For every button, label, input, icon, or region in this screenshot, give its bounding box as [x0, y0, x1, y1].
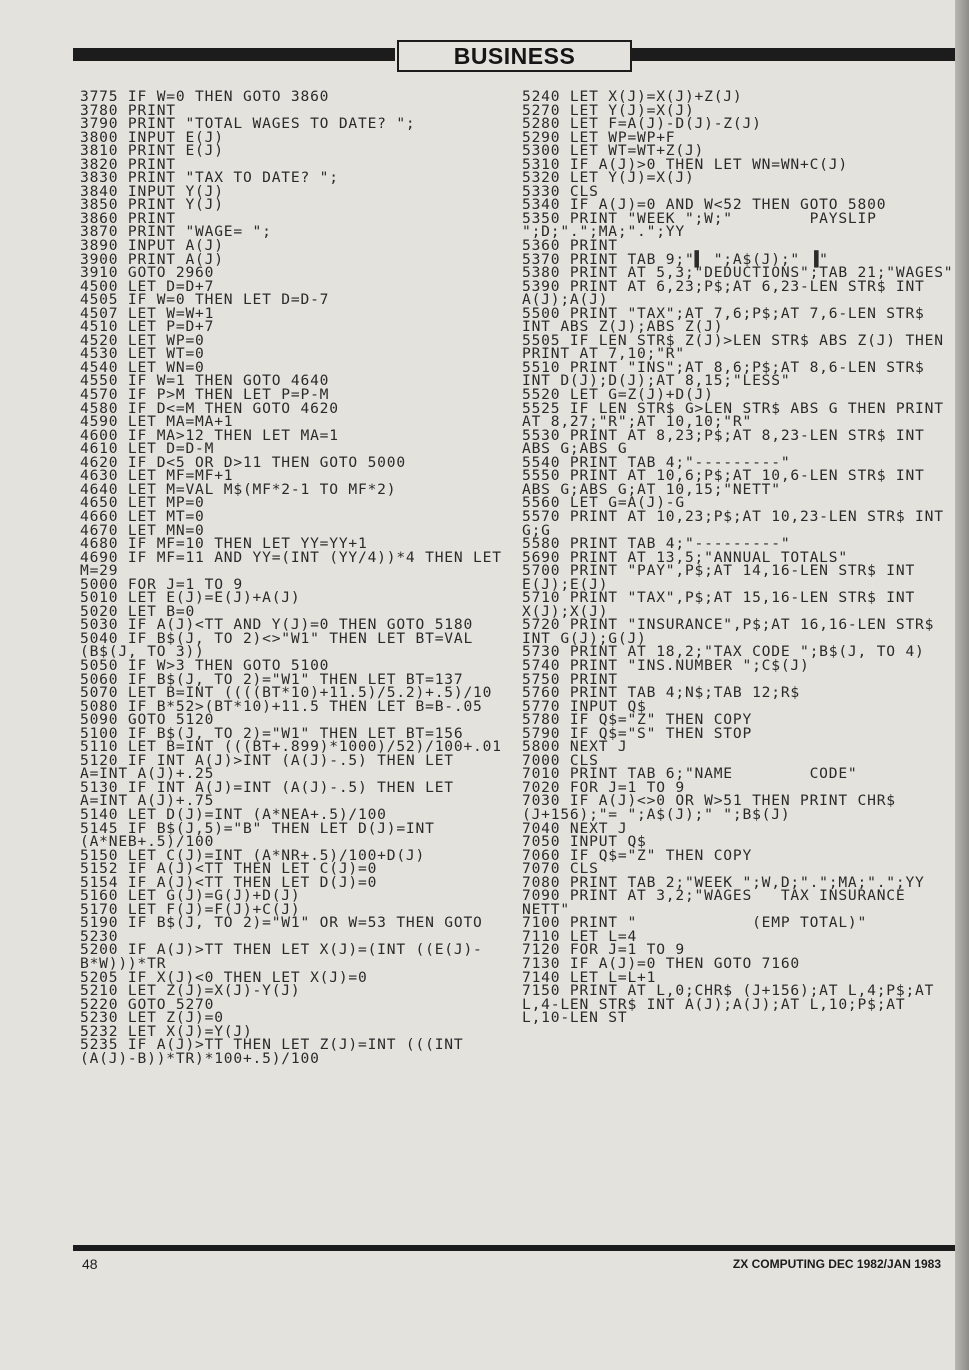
code-line: 5700 PRINT "PAY",P$;AT 14,16-LEN STR$ INT E(J);E(J) — [522, 562, 925, 593]
code-line: 3900 PRINT A(J) — [80, 250, 224, 268]
code-line: 5720 PRINT "INSURANCE",P$;AT 16,16-LEN STR$ INT G(J);G(J) — [522, 616, 944, 647]
code-line: 5154 IF A(J)<TT THEN LET D(J)=0 — [80, 873, 378, 891]
code-line: 5210 LET Z(J)=X(J)-Y(J) — [80, 982, 301, 1000]
code-line: 5205 IF X(J)<0 THEN LET X(J)=0 — [80, 968, 368, 986]
code-line: 5330 CLS — [522, 182, 599, 200]
code-line: 4650 LET MP=0 — [80, 494, 205, 512]
code-line: 3830 PRINT "TAX TO DATE? "; — [80, 169, 339, 187]
section-title: BUSINESS — [453, 42, 576, 69]
code-line: 4550 IF W=1 THEN GOTO 4640 — [80, 372, 330, 390]
code-line: 7110 LET L=4 — [522, 927, 638, 945]
code-line: 7090 PRINT AT 3,2;"WAGES TAX INSURANCE NETT" — [522, 887, 935, 918]
code-line: 4570 IF P>M THEN LET P=P-M — [80, 386, 330, 404]
code-line: 4690 IF MF=11 AND YY=(INT (YY/4))*4 THEN LET M=29 — [80, 548, 512, 580]
code-line: 5350 PRINT "WEEK ";W;" PAYSLIP ";D;".";MA;".";YY — [522, 209, 887, 241]
code-line: 4520 LET WP=0 — [80, 331, 205, 349]
code-line: 7060 IF Q$="Z" THEN COPY — [522, 846, 753, 864]
code-line: 5540 PRINT TAB 4;"---------" — [522, 453, 791, 471]
code-line: 7080 PRINT TAB 2;"WEEK ";W,D;".";MA;".";YY — [522, 873, 925, 891]
code-line: 3860 PRINT — [80, 209, 176, 227]
code-line: 5190 IF B$(J, TO 2)="W1" OR W=53 THEN GOTO 5230 — [80, 914, 493, 945]
page-spine — [955, 0, 969, 1370]
code-line: 5760 PRINT TAB 4;N$;TAB 12;R$ — [522, 684, 800, 702]
code-line: 5130 IF INT A(J)=INT (A(J)-.5) THEN LET A=INT A(J)+.75 — [80, 778, 464, 810]
code-line: 5020 LET B=0 — [80, 602, 196, 620]
code-line: 5220 GOTO 5270 — [80, 995, 215, 1013]
code-line: 7140 LET L=L+1 — [522, 968, 657, 986]
code-line: 5390 PRINT AT 6,23;P$;AT 6,23-LEN STR$ INT A(J);A(J) — [522, 277, 935, 309]
code-line: 5235 IF A(J)>TT THEN LET Z(J)=INT (((INT (A(J)-B))*TR)*100+.5)/100 — [80, 1036, 474, 1067]
code-line: 4680 IF MF=10 THEN LET YY=YY+1 — [80, 535, 368, 553]
code-line: 5710 PRINT "TAX",P$;AT 15,16-LEN STR$ INT X(J);X(J) — [522, 589, 925, 620]
code-line: 3775 IF W=0 THEN GOTO 3860 — [80, 88, 330, 105]
code-line: 5550 PRINT AT 10,6;P$;AT 10,6-LEN STR$ INT ABS G;ABS G;AT 10,15;"NETT" — [522, 467, 935, 498]
code-line: 3820 PRINT — [80, 155, 176, 173]
code-line: 5200 IF A(J)>TT THEN LET X(J)=(INT ((E(J)-B*W)))*TR — [80, 941, 483, 972]
code-line: 4500 LET D=D+7 — [80, 277, 215, 295]
code-line: 5380 PRINT AT 5,3;"DEDUCTIONS";TAB 21;"WAGES" — [522, 264, 954, 282]
code-line: 3890 INPUT A(J) — [80, 237, 224, 255]
code-line: 3810 PRINT E(J) — [80, 142, 224, 160]
footer-rule — [73, 1245, 955, 1251]
code-line: 5360 PRINT — [522, 237, 618, 255]
code-line: 3840 INPUT Y(J) — [80, 182, 224, 200]
code-line: 4505 IF W=0 THEN LET D=D-7 — [80, 291, 330, 309]
code-line: 5030 IF A(J)<TT AND Y(J)=0 THEN GOTO 5180 — [80, 616, 474, 634]
code-line: 5240 LET X(J)=X(J)+Z(J) — [522, 88, 743, 105]
code-line: 7010 PRINT TAB 6;"NAME CODE" — [522, 765, 858, 783]
code-line: 7040 NEXT J — [522, 819, 628, 837]
code-line: 4620 IF D<5 OR D>11 THEN GOTO 5000 — [80, 453, 406, 471]
code-line: 5080 IF B*52>(BT*10)+11.5 THEN LET B=B-.05 — [80, 697, 483, 715]
code-line: 7050 INPUT Q$ — [522, 833, 647, 851]
listing-column-right — [522, 90, 955, 1248]
code-line: 7130 IF A(J)=0 THEN GOTO 7160 — [522, 955, 800, 972]
code-line: 5150 LET C(J)=INT (A*NR+.5)/100+D(J) — [80, 846, 426, 864]
code-line: 5370 PRINT TAB 9;"▌ ";A$(J);" ▐" — [522, 250, 829, 268]
code-line: 5100 IF B$(J, TO 2)="W1" THEN LET BT=156 — [80, 724, 464, 742]
code-line: 5110 LET B=INT (((BT+.899)*1000)/52)/100+.01 — [80, 738, 502, 756]
listing-column-left — [80, 88, 512, 1248]
code-line: 5280 LET F=A(J)-D(J)-Z(J) — [522, 115, 762, 133]
code-line: 5800 NEXT J — [522, 738, 628, 756]
code-line: 5145 IF B$(J,5)="B" THEN LET D(J)=INT (A*NEB+.5)/100 — [80, 819, 445, 851]
code-line: 3800 INPUT E(J) — [80, 128, 224, 146]
code-line: 4530 LET WT=0 — [80, 345, 205, 363]
code-line: 4640 LET M=VAL M$(MF*2-1 TO MF*2) — [80, 480, 397, 498]
code-line: 7030 IF A(J)<>0 OR W>51 THEN PRINT CHR$ (J+156);"= ";A$(J);" ";B$(J) — [522, 792, 906, 823]
code-line: 5290 LET WP=WP+F — [522, 128, 676, 146]
code-line: 3910 GOTO 2960 — [80, 264, 215, 282]
code-line: 5300 LET WT=WT+Z(J) — [522, 142, 705, 160]
code-line: 4590 LET MA=MA+1 — [80, 413, 234, 431]
code-line: 4610 LET D=D-M — [80, 440, 215, 458]
code-line: 4630 LET MF=MF+1 — [80, 467, 234, 485]
code-line: 5040 IF B$(J, TO 2)<>"W1" THEN LET BT=VAL (B$(J, TO 3)) — [80, 629, 483, 661]
code-line: 5730 PRINT AT 18,2;"TAX CODE ";B$(J, TO 4) — [522, 643, 925, 661]
code-line: 5160 LET G(J)=G(J)+D(J) — [80, 887, 301, 905]
code-line: 5070 LET B=INT ((((BT*10)+11.5)/5.2)+.5)/10 — [80, 684, 493, 702]
code-line: 4507 LET W=W+1 — [80, 304, 215, 322]
code-line: 3780 PRINT — [80, 101, 176, 119]
footer-issue: ZX COMPUTING DEC 1982/JAN 1983 — [732, 1257, 941, 1271]
page-number: 48 — [82, 1256, 98, 1272]
code-line: 4540 LET WN=0 — [80, 358, 205, 376]
code-line: 5320 LET Y(J)=X(J) — [522, 169, 695, 187]
code-line: 5780 IF Q$="Z" THEN COPY — [522, 711, 753, 729]
code-line: 5090 GOTO 5120 — [80, 711, 215, 729]
code-line: 5740 PRINT "INS.NUMBER ";C$(J) — [522, 656, 810, 674]
code-line: 4510 LET P=D+7 — [80, 318, 215, 336]
code-line: 7100 PRINT " (EMP TOTAL)" — [522, 914, 868, 932]
code-line: 4600 IF MA>12 THEN LET MA=1 — [80, 426, 339, 444]
code-line: 4660 LET MT=0 — [80, 507, 205, 525]
code-line: 5690 PRINT AT 13,5;"ANNUAL TOTALS" — [522, 548, 848, 566]
code-line: 5152 IF A(J)<TT THEN LET C(J)=0 — [80, 860, 378, 878]
code-line: 5140 LET D(J)=INT (A*NEA+.5)/100 — [80, 805, 387, 823]
code-line: 5505 IF LEN STR$ Z(J)>LEN STR$ ABS Z(J) THEN PRINT AT 7,10;"R" — [522, 331, 954, 363]
code-line: 5050 IF W>3 THEN GOTO 5100 — [80, 656, 330, 674]
code-line: 5120 IF INT A(J)>INT (A(J)-.5) THEN LET A=INT A(J)+.25 — [80, 751, 464, 783]
code-line: 7000 CLS — [522, 751, 599, 769]
code-line: 5530 PRINT AT 8,23;P$;AT 8,23-LEN STR$ INT ABS G;ABS G — [522, 426, 935, 458]
code-line: 5500 PRINT "TAX";AT 7,6;P$;AT 7,6-LEN STR$ INT ABS Z(J);ABS Z(J) — [522, 304, 935, 336]
code-line: 7020 FOR J=1 TO 9 — [522, 778, 685, 796]
code-line: 5750 PRINT — [522, 670, 618, 688]
code-line: 5510 PRINT "INS";AT 8,6;P$;AT 8,6-LEN STR$ INT D(J);D(J);AT 8,15;"LESS" — [522, 358, 935, 390]
code-line: 5520 LET G=Z(J)+D(J) — [522, 386, 714, 404]
code-line: 5000 FOR J=1 TO 9 — [80, 575, 243, 593]
header-rule-right — [630, 48, 955, 61]
code-line: 5232 LET X(J)=Y(J) — [80, 1022, 253, 1040]
code-line: 5230 LET Z(J)=0 — [80, 1009, 224, 1027]
header-rule-left — [73, 48, 395, 61]
code-line: 5580 PRINT TAB 4;"---------" — [522, 535, 791, 553]
code-line: 3790 PRINT "TOTAL WAGES TO DATE? "; — [80, 115, 416, 133]
code-line: 7150 PRINT AT L,0;CHR$ (J+156);AT L,4;P$;AT L,4-LEN STR$ INT A(J);A(J);AT L,10;P$;AT L,10-LEN ST — [522, 982, 944, 1027]
code-line: 5170 LET F(J)=F(J)+C(J) — [80, 900, 301, 918]
code-line: 5525 IF LEN STR$ G>LEN STR$ ABS G THEN PRINT AT 8,27;"R";AT 10,10;"R" — [522, 399, 954, 431]
code-line: 5770 INPUT Q$ — [522, 697, 647, 715]
section-header — [397, 40, 632, 72]
code-line: 7120 FOR J=1 TO 9 — [522, 941, 685, 959]
code-line: 4670 LET MN=0 — [80, 521, 205, 539]
code-line: 5340 IF A(J)=0 AND W<52 THEN GOTO 5800 — [522, 196, 887, 214]
code-line: 3870 PRINT "WAGE= "; — [80, 223, 272, 241]
code-line: 5060 IF B$(J, TO 2)="W1" THEN LET BT=137 — [80, 670, 464, 688]
code-line: 5560 LET G=A(J)-G — [522, 494, 685, 512]
code-line: 5570 PRINT AT 10,23;P$;AT 10,23-LEN STR$ INT G;G — [522, 507, 954, 539]
code-line: 7070 CLS — [522, 860, 599, 878]
code-line: 5790 IF Q$="S" THEN STOP — [522, 724, 753, 742]
code-line: 5270 LET Y(J)=X(J) — [522, 101, 695, 119]
code-line: 5310 IF A(J)>0 THEN LET WN=WN+C(J) — [522, 155, 848, 173]
code-line: 4580 IF D<=M THEN GOTO 4620 — [80, 399, 339, 417]
code-line: 3850 PRINT Y(J) — [80, 196, 224, 214]
code-line: 5010 LET E(J)=E(J)+A(J) — [80, 589, 301, 607]
